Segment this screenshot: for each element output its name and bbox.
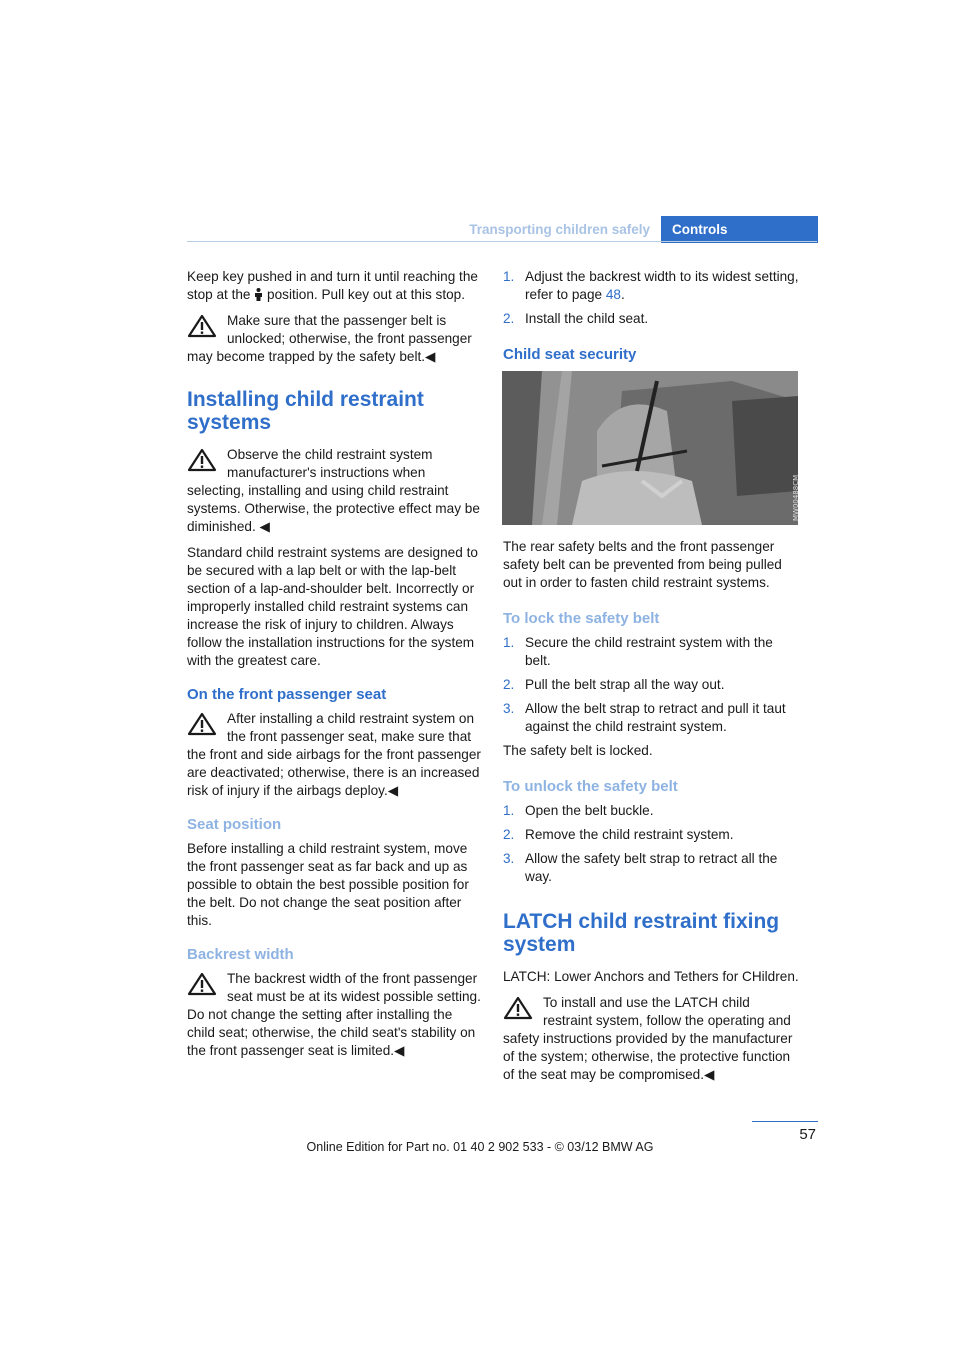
footer-edition: Online Edition for Part no. 01 40 2 902 533 - © 03/12 BMW AG — [306, 1140, 654, 1154]
heading-latch-system: LATCH child restraint fixing system — [503, 910, 780, 956]
passenger-icon — [254, 288, 263, 301]
step-number: 1. — [503, 635, 515, 650]
warning-text: Observe the child restraint system manufacturer's instructions when selecting, installing and using child restraint systems. Otherwise, the protective effect may be diminished. — [187, 447, 480, 534]
child-seat-illustration — [502, 371, 798, 525]
warning-text: After installing a child restraint system on the front passenger seat, make sure that the front and side airbags for the front passenger are deactivated; otherwise, there is an increased risk of injury if the airbags deploy. — [187, 711, 481, 798]
running-header-section: Transporting children safely — [469, 222, 650, 237]
warning-triangle-icon — [187, 448, 217, 472]
list-item — [503, 634, 799, 670]
list-item — [503, 700, 799, 736]
warning-backrest-width — [187, 970, 483, 1060]
list-item — [503, 802, 799, 820]
warning-manufacturer-instructions — [187, 446, 483, 536]
end-mark: ◀ — [703, 1067, 715, 1082]
child-seat-photo — [502, 371, 798, 525]
step-text: Open the belt buckle. — [525, 803, 654, 818]
header-rule — [187, 241, 817, 242]
end-mark: ◀ — [259, 519, 271, 534]
step-text: Install the child seat. — [525, 311, 649, 326]
step-number: 1. — [503, 803, 515, 818]
step-number: 3. — [503, 701, 515, 716]
end-mark: ◀ — [425, 349, 436, 364]
seat-position-paragraph: Before installing a child restraint system, move the front passenger seat as far back and up as possible to obtain the best possible position for the belt. Do not change the seat position after this. — [187, 841, 469, 928]
end-mark: ◀ — [394, 1043, 405, 1058]
list-item — [503, 850, 799, 886]
locked-paragraph: The safety belt is locked. — [503, 743, 653, 758]
heading-child-seat-security: Child seat security — [503, 346, 637, 363]
right-column-top — [503, 268, 799, 370]
left-column — [187, 268, 483, 1068]
warning-text: To install and use the LATCH child restraint system, follow the operating and safety instructions provided by the manufacturer of the system; otherwise, the protective function of the seat may be compromised. — [503, 995, 793, 1082]
latch-paragraph: LATCH: Lower Anchors and Tethers for CHildren. — [503, 969, 799, 984]
warning-text: Make sure that the passenger belt is unlocked; otherwise, the front passenger may become trapped by the safety belt. — [187, 313, 472, 364]
heading-lock-safety-belt: To lock the safety belt — [503, 610, 660, 627]
list-item — [503, 268, 799, 304]
photo-code: MW00488CM — [792, 474, 800, 521]
list-item — [503, 310, 799, 328]
chapter-tab: Controls — [661, 216, 818, 243]
intro-text-b: position. Pull key out at this stop. — [263, 287, 466, 302]
warning-triangle-icon — [187, 972, 217, 996]
warning-triangle-icon — [187, 712, 217, 736]
intro-text-a: Keep key pushed in and turn it until reaching the stop at the — [187, 269, 478, 302]
step-text: Secure the child restraint system with the belt. — [525, 635, 773, 668]
heading-backrest-width: Backrest width — [187, 946, 294, 963]
step-number: 1. — [503, 269, 515, 284]
step-text: Pull the belt strap all the way out. — [525, 677, 725, 692]
step-number: 2. — [503, 827, 515, 842]
warning-latch — [503, 994, 799, 1084]
end-mark: ◀ — [387, 783, 399, 798]
list-item — [503, 826, 799, 844]
page-number: 57 — [799, 1126, 816, 1143]
heading-installing-child-restraint: Installing child restraint systems — [187, 388, 424, 434]
warning-airbags — [187, 710, 483, 800]
warning-triangle-icon — [503, 996, 533, 1020]
warning-text: The backrest width of the front passenger seat must be at its widest possible setting. Do not change the setting after installing the child seat; otherwise, the child seat's stability on the front passenger seat is limited. — [187, 971, 481, 1058]
warning-passenger-belt — [187, 312, 483, 366]
step-number: 2. — [503, 677, 515, 692]
step-number: 3. — [503, 851, 515, 866]
intro-paragraph — [187, 268, 483, 304]
security-paragraph: The rear safety belts and the front passenger safety belt can be prevented from being pulled out in order to fasten child restraint systems. — [503, 539, 782, 590]
heading-seat-position: Seat position — [187, 816, 282, 833]
page-number-rule — [752, 1121, 818, 1122]
step-text: Remove the child restraint system. — [525, 827, 734, 842]
step-text: Adjust the backrest width to its widest setting, refer to page — [525, 269, 799, 302]
list-item — [503, 676, 799, 694]
step-number: 2. — [503, 311, 515, 326]
step-text: Allow the safety belt strap to retract all the way. — [525, 851, 778, 884]
step-tail: . — [620, 287, 625, 302]
right-column-bottom — [503, 538, 799, 1092]
heading-front-passenger-seat: On the front passenger seat — [187, 686, 387, 703]
standard-systems-paragraph: Standard child restraint systems are designed to be secured with a lap belt or with the lap-belt section of a lap-and-shoulder belt. Incorrectly or improperly installed child restraint systems can increase the risk of injury to children. Always follow the installation instructions for the system with the greatest care. — [187, 545, 478, 668]
warning-triangle-icon — [187, 314, 217, 338]
heading-unlock-safety-belt: To unlock the safety belt — [503, 778, 678, 795]
page-link[interactable]: 48 — [605, 287, 621, 302]
step-text: Allow the belt strap to retract and pull it taut against the child restraint system. — [525, 701, 786, 734]
